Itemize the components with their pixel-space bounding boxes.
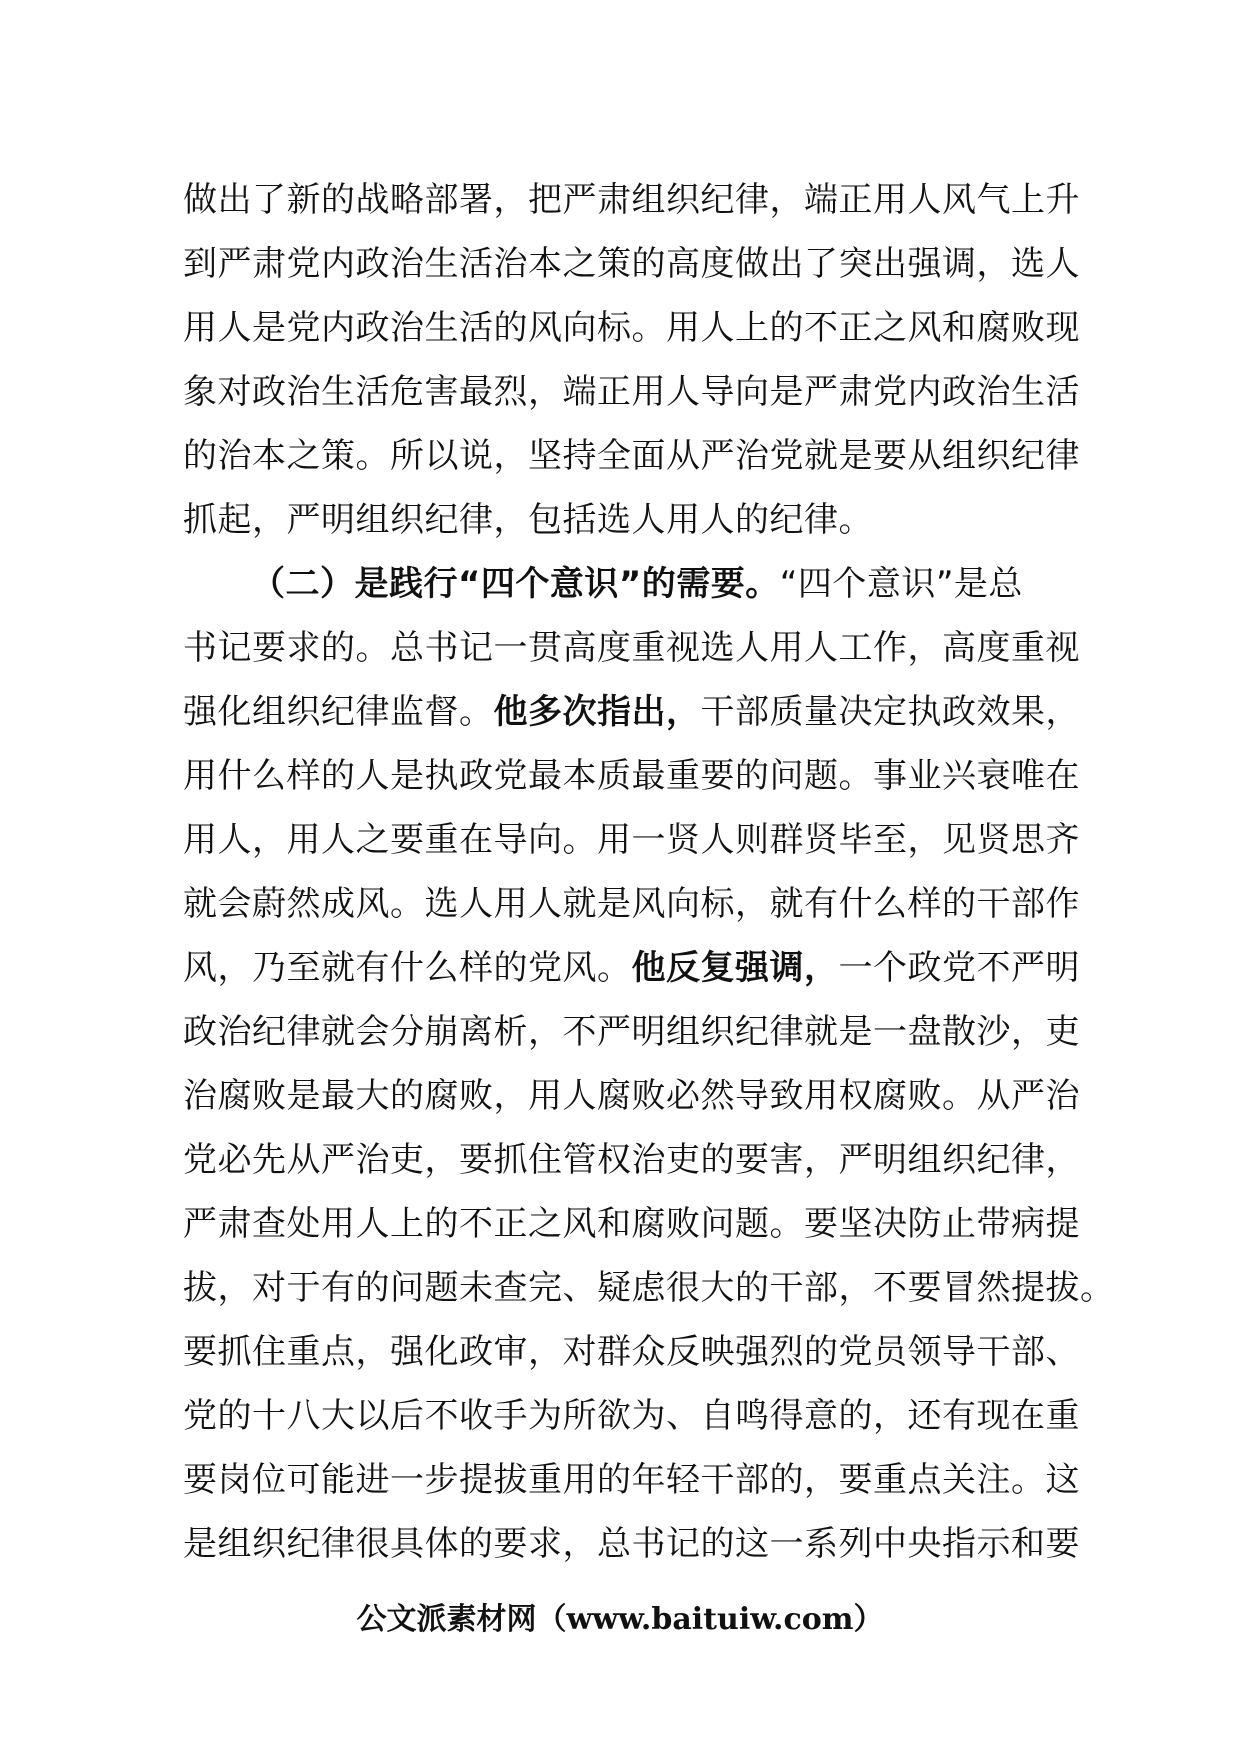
text-line bbox=[183, 808, 1080, 872]
text-segment: 风，乃至就有什么样的党风。 bbox=[183, 948, 632, 988]
text-line bbox=[183, 616, 1080, 680]
text-segment: 党的十八大以后不收手为所欲为、自鸣得意的，还有现在重 bbox=[183, 1396, 1080, 1436]
text-segment: 强化组织纪律监督。 bbox=[183, 692, 494, 732]
page-footer: 公文派素材网（www.baituiw.com） bbox=[356, 1602, 884, 1637]
text-segment: 严肃查处用人上的不正之风和腐败问题。要坚决防止带病提 bbox=[183, 1204, 1080, 1244]
text-line bbox=[183, 296, 1080, 360]
text-line bbox=[183, 168, 1080, 232]
text-line bbox=[183, 744, 1080, 808]
text-line bbox=[183, 1064, 1080, 1128]
text-line bbox=[183, 1448, 1080, 1512]
text-segment: 用什么样的人是执政党最本质最重要的问题。事业兴衰唯在 bbox=[183, 756, 1080, 796]
text-line bbox=[183, 1000, 1080, 1064]
text-line bbox=[183, 552, 1063, 616]
text-segment: 用人是党内政治生活的风向标。用人上的不正之风和腐败现 bbox=[183, 308, 1080, 348]
text-segment: 政治纪律就会分崩离析，不严明组织纪律就是一盘散沙，吏 bbox=[183, 1012, 1080, 1052]
text-segment: 党必先从严治吏，要抓住管权治吏的要害，严明组织纪律， bbox=[183, 1140, 1080, 1180]
text-line bbox=[183, 680, 1080, 744]
text-segment: 书记要求的。总书记一贯高度重视选人用人工作，高度重视 bbox=[183, 628, 1080, 668]
text-line bbox=[183, 1256, 1115, 1320]
text-line bbox=[183, 1320, 1080, 1384]
text-line bbox=[183, 1128, 1080, 1192]
text-line bbox=[183, 360, 1080, 424]
text-segment: 一个政党不严明 bbox=[838, 948, 1080, 988]
bold-text-segment: 他多次指出， bbox=[493, 692, 701, 732]
text-segment: 要岗位可能进一步提拔重用的年轻干部的，要重点关注。这 bbox=[183, 1460, 1080, 1500]
text-segment: 治腐败是最大的腐败，用人腐败必然导致用权腐败。从严治 bbox=[183, 1076, 1080, 1116]
text-segment: 拔，对于有的问题未查完、疑虑很大的干部，不要冒然提拔。 bbox=[183, 1268, 1115, 1308]
bold-text-segment: （二）是践行“四个意识”的需要。 bbox=[251, 564, 780, 604]
text-segment: 做出了新的战略部署，把严肃组织纪律，端正用人风气上升 bbox=[183, 180, 1080, 220]
text-line bbox=[183, 936, 1080, 1000]
text-segment: 象对政治生活危害最烈，端正用人导向是严肃党内政治生活 bbox=[183, 372, 1080, 412]
text-line bbox=[183, 872, 1080, 936]
text-line bbox=[183, 1512, 1080, 1576]
text-line bbox=[183, 1192, 1080, 1256]
text-segment: 的治本之策。所以说，坚持全面从严治党就是要从组织纪律 bbox=[183, 436, 1080, 476]
text-segment: 干部质量决定执政效果， bbox=[700, 692, 1080, 732]
text-segment: 抓起，严明组织纪律，包括选人用人的纪律。 bbox=[183, 500, 873, 540]
text-line bbox=[183, 424, 1080, 488]
bold-text-segment: 他反复强调， bbox=[631, 948, 839, 988]
text-line bbox=[183, 1384, 1080, 1448]
text-segment: 到严肃党内政治生活治本之策的高度做出了突出强调，选人 bbox=[183, 244, 1080, 284]
text-segment: “四个意识”是总 bbox=[779, 564, 1023, 604]
text-segment: 用人，用人之要重在导向。用一贤人则群贤毕至，见贤思齐 bbox=[183, 820, 1080, 860]
text-segment: 就会蔚然成风。选人用人就是风向标，就有什么样的干部作 bbox=[183, 884, 1080, 924]
document-body bbox=[183, 168, 1115, 1576]
text-line bbox=[183, 488, 1063, 552]
text-line bbox=[183, 232, 1080, 296]
text-segment: 要抓住重点，强化政审，对群众反映强烈的党员领导干部、 bbox=[183, 1332, 1080, 1372]
text-segment: 是组织纪律很具体的要求，总书记的这一系列中央指示和要 bbox=[183, 1524, 1080, 1564]
